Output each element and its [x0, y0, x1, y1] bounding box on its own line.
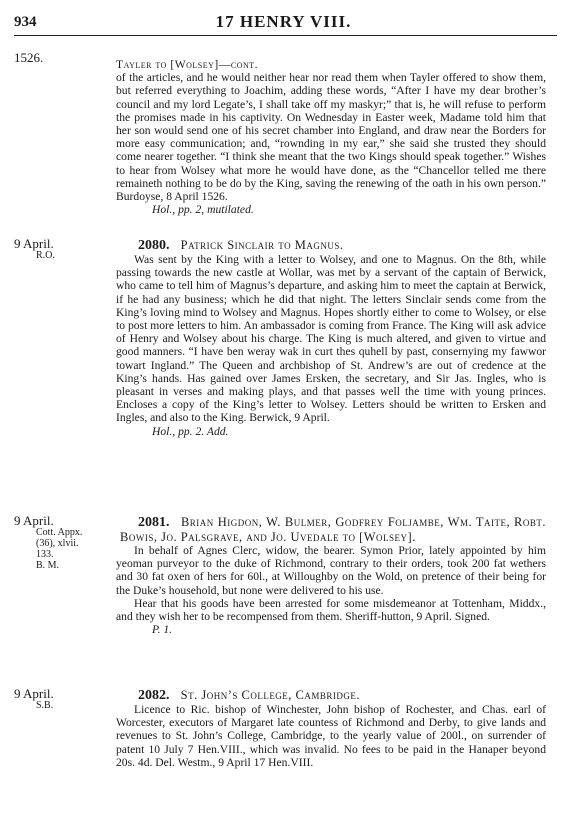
running-title: 17 HENRY VIII.	[215, 12, 352, 31]
entry-2081	[116, 515, 546, 636]
entry-number: 2080.	[138, 238, 170, 253]
entry-date: 9 April.	[14, 513, 54, 528]
header-rule	[14, 35, 557, 36]
entry-2082	[116, 688, 546, 769]
entry-2080	[116, 238, 546, 438]
entry-heading: St. John’s College, Cambridge.	[180, 688, 361, 702]
entry-paragraph: Licence to Ric. bishop of Winchester, John bishop of Rochester, and Chas. earl of Worcester, executors of Margaret late countess of Richmond and Derby, to give lands and revenues to St. John’s College, Cambridge, to the yearly value of 200l., on surrender of patent 10 July 7 Hen.VIII., which was invalid. No fees to be paid in the Hanaper beyond 20s. 4d. Del. Westm., 9 April 17 Hen.VIII.	[116, 703, 546, 769]
page-number: 934	[14, 14, 37, 30]
entry-heading: Patrick Sinclair to Magnus.	[180, 238, 344, 252]
entry-number: 2082.	[138, 688, 170, 703]
entry-ref: S.B.	[36, 700, 54, 711]
entry-date: 9 April.	[14, 236, 54, 251]
entry-margin-2080	[14, 238, 104, 261]
entry-paragraph: In behalf of Agnes Clerc, widow, the bearer. Symon Prior, lately appointed by him yeoman purveyor to the duke of Richmond, contrary to their orders, took 200 fat wethers and 30 fat oxen of hers for 60l., at Willoughby on the Wold, on pretence of their being for the Duke’s household, but none were delivered to his use.	[116, 544, 546, 597]
continuation-title: Tayler to [Wolsey]—cont.	[116, 58, 259, 71]
entry-ref: R.O.	[36, 250, 55, 261]
entry-number: 2081.	[138, 515, 170, 530]
continuation-note: Hol., pp. 2, mutilated.	[152, 203, 254, 217]
entry-heading: Brian Higdon, W. Bulmer, Godfrey Foljambe, Wm. Taite, Robt. Bowis, Jo. Palsgrave, and Jo. Uvedale to [Wolsey].	[120, 515, 546, 544]
entry-ref: B. M.	[36, 560, 60, 571]
entry-ref: (36), xlvii.	[36, 538, 79, 549]
entry-note: Hol., pp. 2. Add.	[152, 424, 229, 438]
entry-paragraph: Hear that his goods have been arrested for some misdemeanor at Tottenham, Middx., and they wish her to be recompensed from them. Sheriff-hutton, 9 April. Signed.	[116, 596, 546, 624]
entry-ref: 133.	[36, 549, 54, 560]
entry-ref: Cott. Appx.	[36, 527, 83, 538]
entry-margin-2081	[14, 515, 104, 571]
entry-paragraph: Was sent by the King with a letter to Wolsey, and one to Magnus. On the 8th, while passing towards the new castle at Wollar, was met by a servant of the captain of Berwick, who came to tell him of Magnus’s departure, and asking him to meet the captain at Berwick, if he had any business; which he did that night. The letters Sinclair sends come from the King’s loving mind to Wolsey and Magnus. Hopes shortly either to come to Wolsey, or else to post more letters to him. An ambassador is coming from France. The King will ask advice of Henry and Wolsey about his charge. The King is much altered, and given to virtue and good manners. “I have ben weray wak in curt thes quhell by past, consernying my fawwor towart Ingland.” The Queen and archbishop of St. Andrew’s are out of credence at the King’s hands. Has gained over James Ersken, the secretary, and Sir Jas. Ingles, who is pleasant in verses and making plays, and that passes well the time with young princes. Encloses a copy of the King’s letter to Wolsey. Letters should be written to Ersken and Ingles, and also to the King. Berwick, 9 April.	[116, 253, 546, 425]
entry-date: 9 April.	[14, 686, 54, 701]
continuation-text: of the articles, and he would neither hear nor read them when Tayler offered to show them, but referred everything to Joachim, adding these words, “After I have my dear brother’s council and my lord Legate’s, I shall take off my maskyr;” that is, he will refuse to perform the promises made in his captivity. On Wednesday in Easter week, Madame told him that her son would send one of his secret chamber into England, and draw near the Borders for more easy communication; and, “rownding in my ear,” she said she trusted they should come nearer together. “I think she meant that the two Kings should speak together.” Wishes to hear from Wolsey what more he would have done, as the “Chancellor telled me there remaineth nothing to be do by the King, saving the renewing of the oath in his own person.” Burdoyse, 8 April 1526.	[116, 71, 546, 204]
entry-margin-2082	[14, 688, 104, 711]
margin-year: 1526.	[14, 50, 44, 65]
continuation-entry	[116, 58, 546, 216]
entry-note: P. 1.	[152, 623, 173, 637]
